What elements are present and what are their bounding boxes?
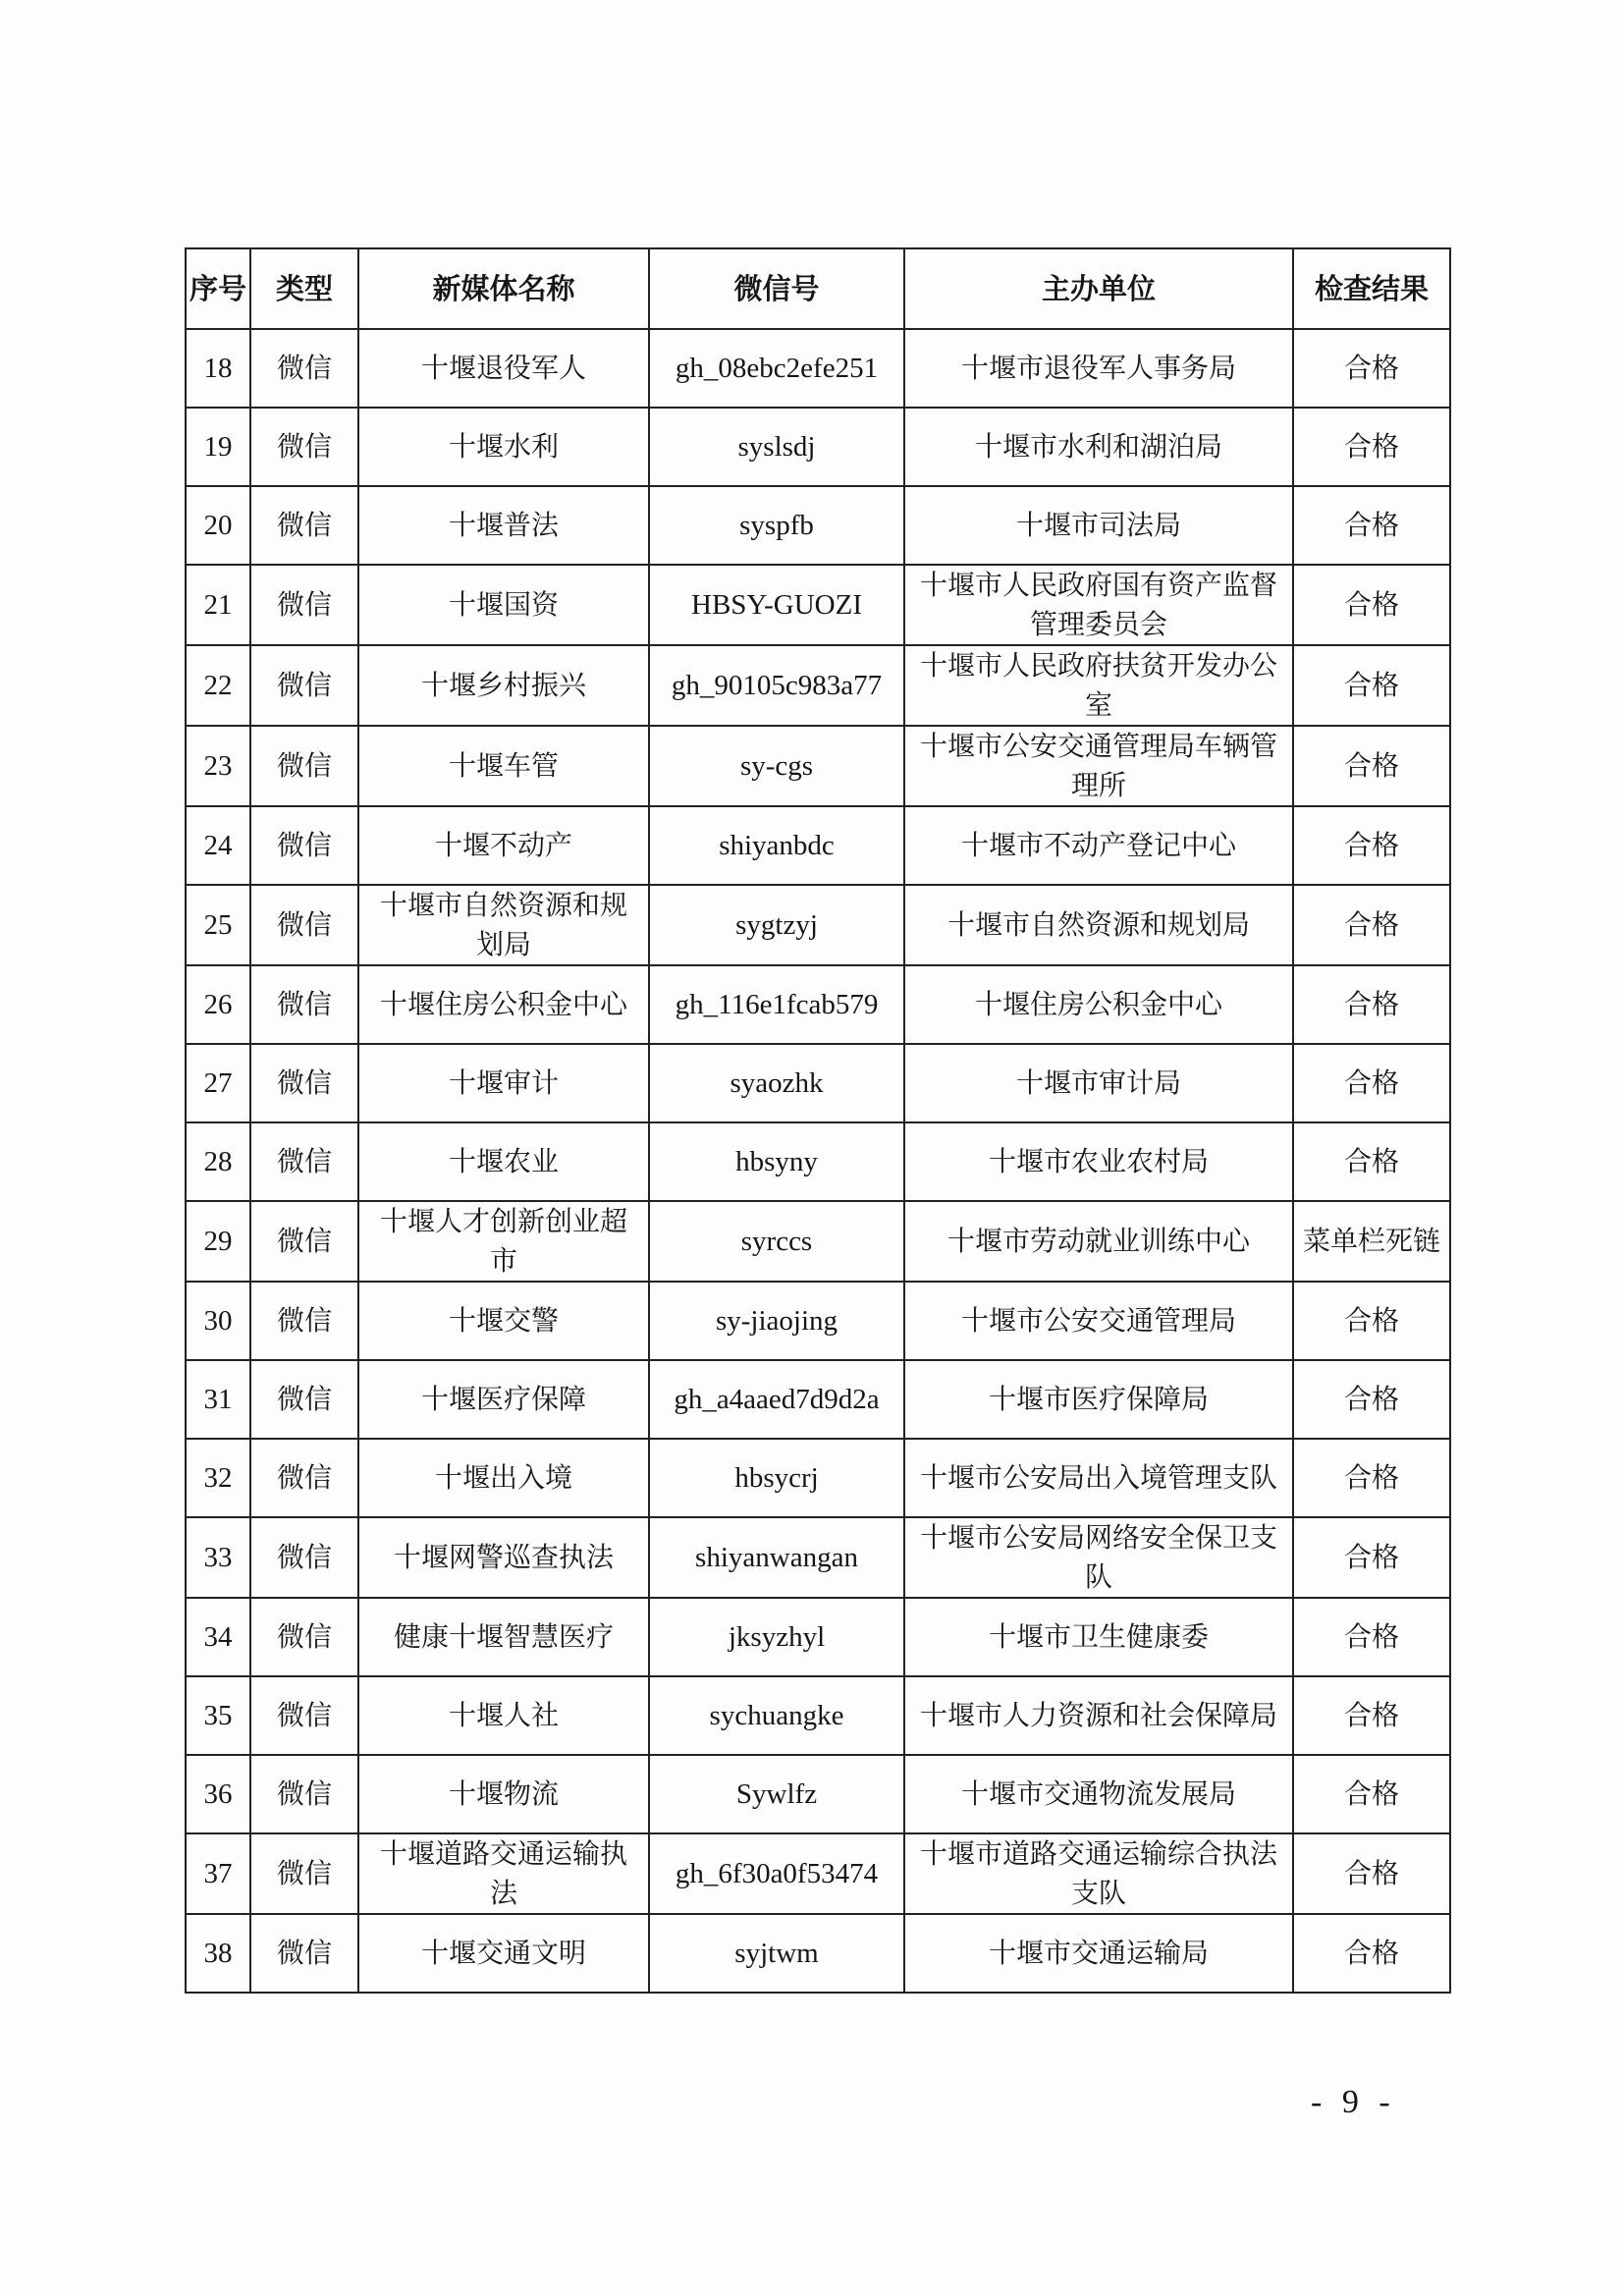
- cell-seq: 36: [186, 1755, 250, 1833]
- cell-wechat-id: gh_6f30a0f53474: [649, 1833, 904, 1914]
- cell-organizer: 十堰市卫生健康委: [904, 1598, 1293, 1676]
- cell-wechat-id: gh_90105c983a77: [649, 645, 904, 726]
- cell-media-name: 十堰审计: [358, 1044, 649, 1122]
- cell-type: 微信: [250, 1598, 358, 1676]
- cell-wechat-id: sygtzyj: [649, 885, 904, 965]
- cell-type: 微信: [250, 885, 358, 965]
- cell-organizer: 十堰住房公积金中心: [904, 965, 1293, 1044]
- cell-seq: 24: [186, 806, 250, 885]
- cell-organizer: 十堰市人力资源和社会保障局: [904, 1676, 1293, 1755]
- cell-seq: 33: [186, 1517, 250, 1598]
- table-row: [186, 329, 1450, 408]
- cell-type: 微信: [250, 1201, 358, 1282]
- cell-result: 合格: [1293, 565, 1450, 645]
- cell-type: 微信: [250, 1282, 358, 1360]
- cell-media-name: 十堰网警巡查执法: [358, 1517, 649, 1598]
- cell-wechat-id: sy-jiaojing: [649, 1282, 904, 1360]
- cell-type: 微信: [250, 1755, 358, 1833]
- cell-result: 合格: [1293, 486, 1450, 565]
- cell-wechat-id: syrccs: [649, 1201, 904, 1282]
- table-row: [186, 408, 1450, 486]
- cell-organizer: 十堰市人民政府扶贫开发办公室: [904, 645, 1293, 726]
- table-row: [186, 645, 1450, 726]
- cell-result: 合格: [1293, 1517, 1450, 1598]
- cell-type: 微信: [250, 408, 358, 486]
- cell-media-name: 十堰水利: [358, 408, 649, 486]
- cell-organizer: 十堰市医疗保障局: [904, 1360, 1293, 1439]
- cell-result: 合格: [1293, 885, 1450, 965]
- cell-seq: 27: [186, 1044, 250, 1122]
- cell-seq: 38: [186, 1914, 250, 1993]
- cell-media-name: 十堰市自然资源和规划局: [358, 885, 649, 965]
- cell-wechat-id: syaozhk: [649, 1044, 904, 1122]
- cell-wechat-id: syslsdj: [649, 408, 904, 486]
- cell-seq: 20: [186, 486, 250, 565]
- cell-result: 合格: [1293, 806, 1450, 885]
- cell-organizer: 十堰市交通物流发展局: [904, 1755, 1293, 1833]
- cell-media-name: 十堰退役军人: [358, 329, 649, 408]
- cell-media-name: 十堰乡村振兴: [358, 645, 649, 726]
- media-check-table: [185, 247, 1451, 1994]
- cell-media-name: 十堰人社: [358, 1676, 649, 1755]
- table-row: [186, 885, 1450, 965]
- header-organizer: 主办单位: [904, 248, 1293, 329]
- cell-media-name: 十堰道路交通运输执法: [358, 1833, 649, 1914]
- cell-media-name: 十堰不动产: [358, 806, 649, 885]
- cell-media-name: 十堰交警: [358, 1282, 649, 1360]
- table-header: [186, 248, 1450, 329]
- cell-seq: 30: [186, 1282, 250, 1360]
- table-row: [186, 1044, 1450, 1122]
- cell-organizer: 十堰市农业农村局: [904, 1122, 1293, 1201]
- cell-type: 微信: [250, 1360, 358, 1439]
- cell-media-name: 十堰出入境: [358, 1439, 649, 1517]
- header-type: 类型: [250, 248, 358, 329]
- cell-wechat-id: shiyanwangan: [649, 1517, 904, 1598]
- cell-organizer: 十堰市交通运输局: [904, 1914, 1293, 1993]
- cell-seq: 37: [186, 1833, 250, 1914]
- cell-type: 微信: [250, 965, 358, 1044]
- cell-result: 合格: [1293, 1676, 1450, 1755]
- cell-result: 合格: [1293, 965, 1450, 1044]
- cell-type: 微信: [250, 486, 358, 565]
- cell-result: 合格: [1293, 1755, 1450, 1833]
- cell-type: 微信: [250, 806, 358, 885]
- cell-media-name: 十堰车管: [358, 726, 649, 806]
- table-row: [186, 486, 1450, 565]
- cell-seq: 21: [186, 565, 250, 645]
- cell-seq: 18: [186, 329, 250, 408]
- table-row: [186, 1282, 1450, 1360]
- cell-organizer: 十堰市人民政府国有资产监督管理委员会: [904, 565, 1293, 645]
- table-row: [186, 1360, 1450, 1439]
- cell-seq: 32: [186, 1439, 250, 1517]
- cell-media-name: 健康十堰智慧医疗: [358, 1598, 649, 1676]
- table-row: [186, 1755, 1450, 1833]
- cell-organizer: 十堰市水利和湖泊局: [904, 408, 1293, 486]
- table-row: [186, 1439, 1450, 1517]
- header-seq: 序号: [186, 248, 250, 329]
- cell-result: 合格: [1293, 726, 1450, 806]
- cell-media-name: 十堰医疗保障: [358, 1360, 649, 1439]
- header-media-name: 新媒体名称: [358, 248, 649, 329]
- cell-type: 微信: [250, 1122, 358, 1201]
- cell-wechat-id: sy-cgs: [649, 726, 904, 806]
- table-body: [186, 329, 1450, 1993]
- cell-type: 微信: [250, 1517, 358, 1598]
- cell-seq: 23: [186, 726, 250, 806]
- cell-media-name: 十堰普法: [358, 486, 649, 565]
- cell-result: 合格: [1293, 645, 1450, 726]
- cell-media-name: 十堰农业: [358, 1122, 649, 1201]
- cell-type: 微信: [250, 1676, 358, 1755]
- table-row: [186, 1598, 1450, 1676]
- cell-organizer: 十堰市不动产登记中心: [904, 806, 1293, 885]
- cell-organizer: 十堰市退役军人事务局: [904, 329, 1293, 408]
- cell-media-name: 十堰人才创新创业超市: [358, 1201, 649, 1282]
- cell-seq: 29: [186, 1201, 250, 1282]
- cell-result: 合格: [1293, 329, 1450, 408]
- cell-wechat-id: syspfb: [649, 486, 904, 565]
- cell-organizer: 十堰市审计局: [904, 1044, 1293, 1122]
- cell-type: 微信: [250, 1914, 358, 1993]
- cell-result: 合格: [1293, 1282, 1450, 1360]
- cell-type: 微信: [250, 726, 358, 806]
- cell-seq: 35: [186, 1676, 250, 1755]
- cell-organizer: 十堰市自然资源和规划局: [904, 885, 1293, 965]
- cell-wechat-id: hbsycrj: [649, 1439, 904, 1517]
- cell-organizer: 十堰市公安交通管理局: [904, 1282, 1293, 1360]
- table-row: [186, 806, 1450, 885]
- header-wechat-id: 微信号: [649, 248, 904, 329]
- cell-wechat-id: sychuangke: [649, 1676, 904, 1755]
- cell-wechat-id: hbsyny: [649, 1122, 904, 1201]
- cell-seq: 25: [186, 885, 250, 965]
- cell-wechat-id: syjtwm: [649, 1914, 904, 1993]
- cell-organizer: 十堰市劳动就业训练中心: [904, 1201, 1293, 1282]
- cell-organizer: 十堰市道路交通运输综合执法支队: [904, 1833, 1293, 1914]
- cell-result: 合格: [1293, 1439, 1450, 1517]
- cell-type: 微信: [250, 1044, 358, 1122]
- cell-media-name: 十堰住房公积金中心: [358, 965, 649, 1044]
- cell-organizer: 十堰市公安交通管理局车辆管理所: [904, 726, 1293, 806]
- cell-media-name: 十堰国资: [358, 565, 649, 645]
- cell-organizer: 十堰市公安局出入境管理支队: [904, 1439, 1293, 1517]
- cell-seq: 31: [186, 1360, 250, 1439]
- cell-wechat-id: gh_116e1fcab579: [649, 965, 904, 1044]
- table-row: [186, 726, 1450, 806]
- cell-seq: 26: [186, 965, 250, 1044]
- table-row: [186, 1833, 1450, 1914]
- cell-result: 合格: [1293, 1044, 1450, 1122]
- cell-media-name: 十堰交通文明: [358, 1914, 649, 1993]
- cell-seq: 34: [186, 1598, 250, 1676]
- cell-media-name: 十堰物流: [358, 1755, 649, 1833]
- cell-organizer: 十堰市司法局: [904, 486, 1293, 565]
- cell-seq: 28: [186, 1122, 250, 1201]
- table-row: [186, 1914, 1450, 1993]
- cell-type: 微信: [250, 1833, 358, 1914]
- cell-result: 合格: [1293, 1360, 1450, 1439]
- cell-wechat-id: gh_08ebc2efe251: [649, 329, 904, 408]
- cell-seq: 22: [186, 645, 250, 726]
- table-row: [186, 565, 1450, 645]
- header-row: [186, 248, 1450, 329]
- table-row: [186, 1517, 1450, 1598]
- cell-type: 微信: [250, 1439, 358, 1517]
- cell-wechat-id: jksyzhyl: [649, 1598, 904, 1676]
- cell-wechat-id: Sywlfz: [649, 1755, 904, 1833]
- table-row: [186, 1201, 1450, 1282]
- cell-wechat-id: shiyanbdc: [649, 806, 904, 885]
- cell-type: 微信: [250, 645, 358, 726]
- header-result: 检查结果: [1293, 248, 1450, 329]
- table-row: [186, 1122, 1450, 1201]
- cell-result: 合格: [1293, 1122, 1450, 1201]
- cell-result: 合格: [1293, 1833, 1450, 1914]
- cell-wechat-id: HBSY-GUOZI: [649, 565, 904, 645]
- table-row: [186, 1676, 1450, 1755]
- cell-result: 合格: [1293, 408, 1450, 486]
- cell-result: 合格: [1293, 1598, 1450, 1676]
- page-number: - 9 -: [1311, 2084, 1396, 2120]
- cell-type: 微信: [250, 329, 358, 408]
- cell-organizer: 十堰市公安局网络安全保卫支队: [904, 1517, 1293, 1598]
- table-row: [186, 965, 1450, 1044]
- cell-wechat-id: gh_a4aaed7d9d2a: [649, 1360, 904, 1439]
- cell-result: 合格: [1293, 1914, 1450, 1993]
- cell-type: 微信: [250, 565, 358, 645]
- cell-seq: 19: [186, 408, 250, 486]
- cell-result: 菜单栏死链: [1293, 1201, 1450, 1282]
